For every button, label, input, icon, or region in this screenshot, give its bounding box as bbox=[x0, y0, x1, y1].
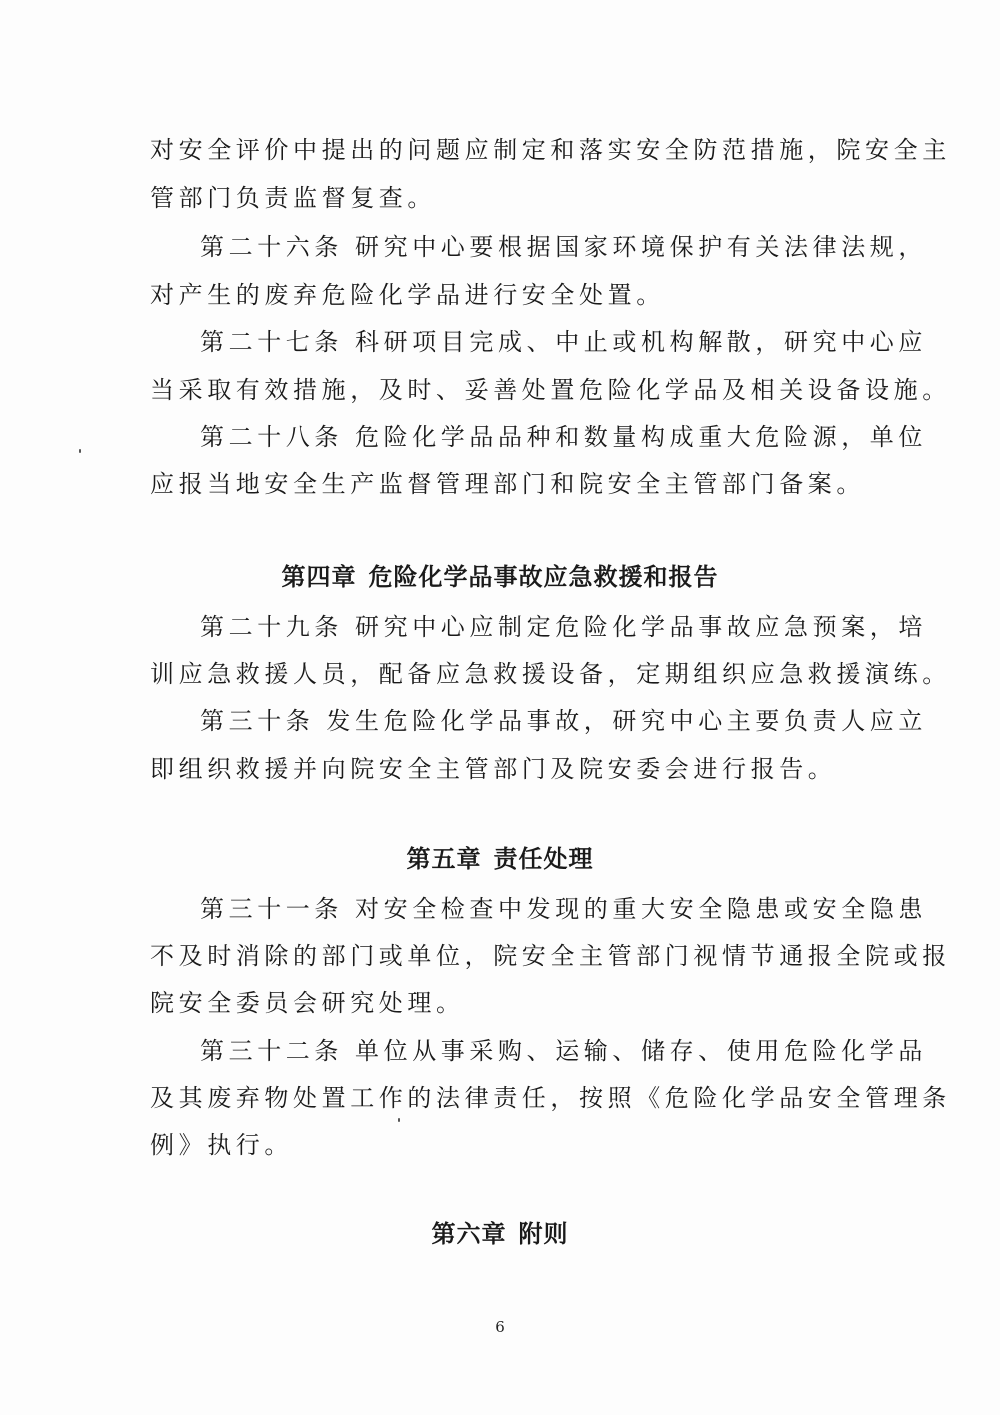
chapter-title: 危险化学品事故应急救援和报告 bbox=[368, 563, 719, 591]
article-32-line bbox=[200, 1035, 927, 1067]
line-text: 不及时消除的部门或单位，院安全主管部门视情节通报全院或报 bbox=[150, 942, 951, 970]
line-text: 例》执行。 bbox=[150, 1131, 293, 1159]
scan-speck bbox=[79, 449, 81, 453]
scan-speck bbox=[398, 1118, 400, 1122]
chapter-number: 第四章 bbox=[281, 563, 357, 591]
chapter-4-heading bbox=[0, 561, 1000, 593]
line-text: 科研项目完成、中止或机构解散，研究中心应 bbox=[355, 328, 927, 356]
chapter-number: 第五章 bbox=[406, 845, 482, 873]
article-label: 第二十八条 bbox=[200, 423, 343, 451]
article-label: 第二十九条 bbox=[200, 613, 343, 641]
page-number: 6 bbox=[495, 1318, 505, 1336]
article-label: 第三十一条 bbox=[200, 895, 343, 923]
paragraph-line bbox=[150, 987, 850, 1019]
chapter-number: 第六章 bbox=[431, 1220, 507, 1248]
chapter-6-heading bbox=[0, 1218, 1000, 1250]
line-text: 即组织救援并向院安全主管部门及院安委会进行报告。 bbox=[150, 755, 837, 783]
article-label: 第二十六条 bbox=[200, 233, 343, 261]
line-text: 管部门负责监督复查。 bbox=[150, 184, 436, 212]
article-29-line bbox=[200, 611, 927, 643]
paragraph-line bbox=[150, 468, 865, 500]
article-26-line bbox=[200, 231, 927, 263]
line-text: 发生危险化学品事故，研究中心主要负责人应立 bbox=[326, 707, 928, 735]
chapter-title: 附则 bbox=[518, 1220, 569, 1248]
chapter-5-heading bbox=[0, 843, 1000, 875]
paragraph-line bbox=[150, 374, 951, 406]
line-text: 对安全评价中提出的问题应制定和落实安全防范措施，院安全主 bbox=[150, 136, 951, 164]
chapter-title: 责任处理 bbox=[493, 845, 594, 873]
paragraph-line bbox=[150, 182, 850, 214]
article-label: 第三十条 bbox=[200, 707, 315, 735]
paragraph-line bbox=[150, 134, 951, 166]
line-text: 研究中心应制定危险化学品事故应急预案，培 bbox=[355, 613, 927, 641]
paragraph-line bbox=[150, 940, 951, 972]
article-27-line bbox=[200, 326, 927, 358]
line-text: 研究中心要根据国家环境保护有关法律法规， bbox=[355, 233, 927, 261]
line-text: 危险化学品品种和数量构成重大危险源，单位 bbox=[355, 423, 927, 451]
article-30-line bbox=[200, 705, 928, 737]
line-text: 训应急救援人员，配备应急救援设备，定期组织应急救援演练。 bbox=[150, 660, 951, 688]
line-text: 单位从事采购、运输、储存、使用危险化学品 bbox=[355, 1037, 927, 1065]
paragraph-line bbox=[150, 1082, 951, 1114]
line-text: 对产生的废弃危险化学品进行安全处置。 bbox=[150, 281, 665, 309]
article-28-line bbox=[200, 421, 927, 453]
paragraph-line bbox=[150, 279, 850, 311]
paragraph-line bbox=[150, 753, 850, 785]
article-label: 第三十二条 bbox=[200, 1037, 343, 1065]
paragraph-line bbox=[150, 658, 951, 690]
line-text: 应报当地安全生产监督管理部门和院安全主管部门备案。 bbox=[150, 470, 865, 498]
article-31-line bbox=[200, 893, 927, 925]
paragraph-line bbox=[150, 1129, 850, 1161]
line-text: 及其废弃物处置工作的法律责任，按照《危险化学品安全管理条 bbox=[150, 1084, 951, 1112]
line-text: 对安全检查中发现的重大安全隐患或安全隐患 bbox=[355, 895, 927, 923]
article-label: 第二十七条 bbox=[200, 328, 343, 356]
line-text: 当采取有效措施，及时、妥善处置危险化学品及相关设备设施。 bbox=[150, 376, 951, 404]
line-text: 院安全委员会研究处理。 bbox=[150, 989, 465, 1017]
